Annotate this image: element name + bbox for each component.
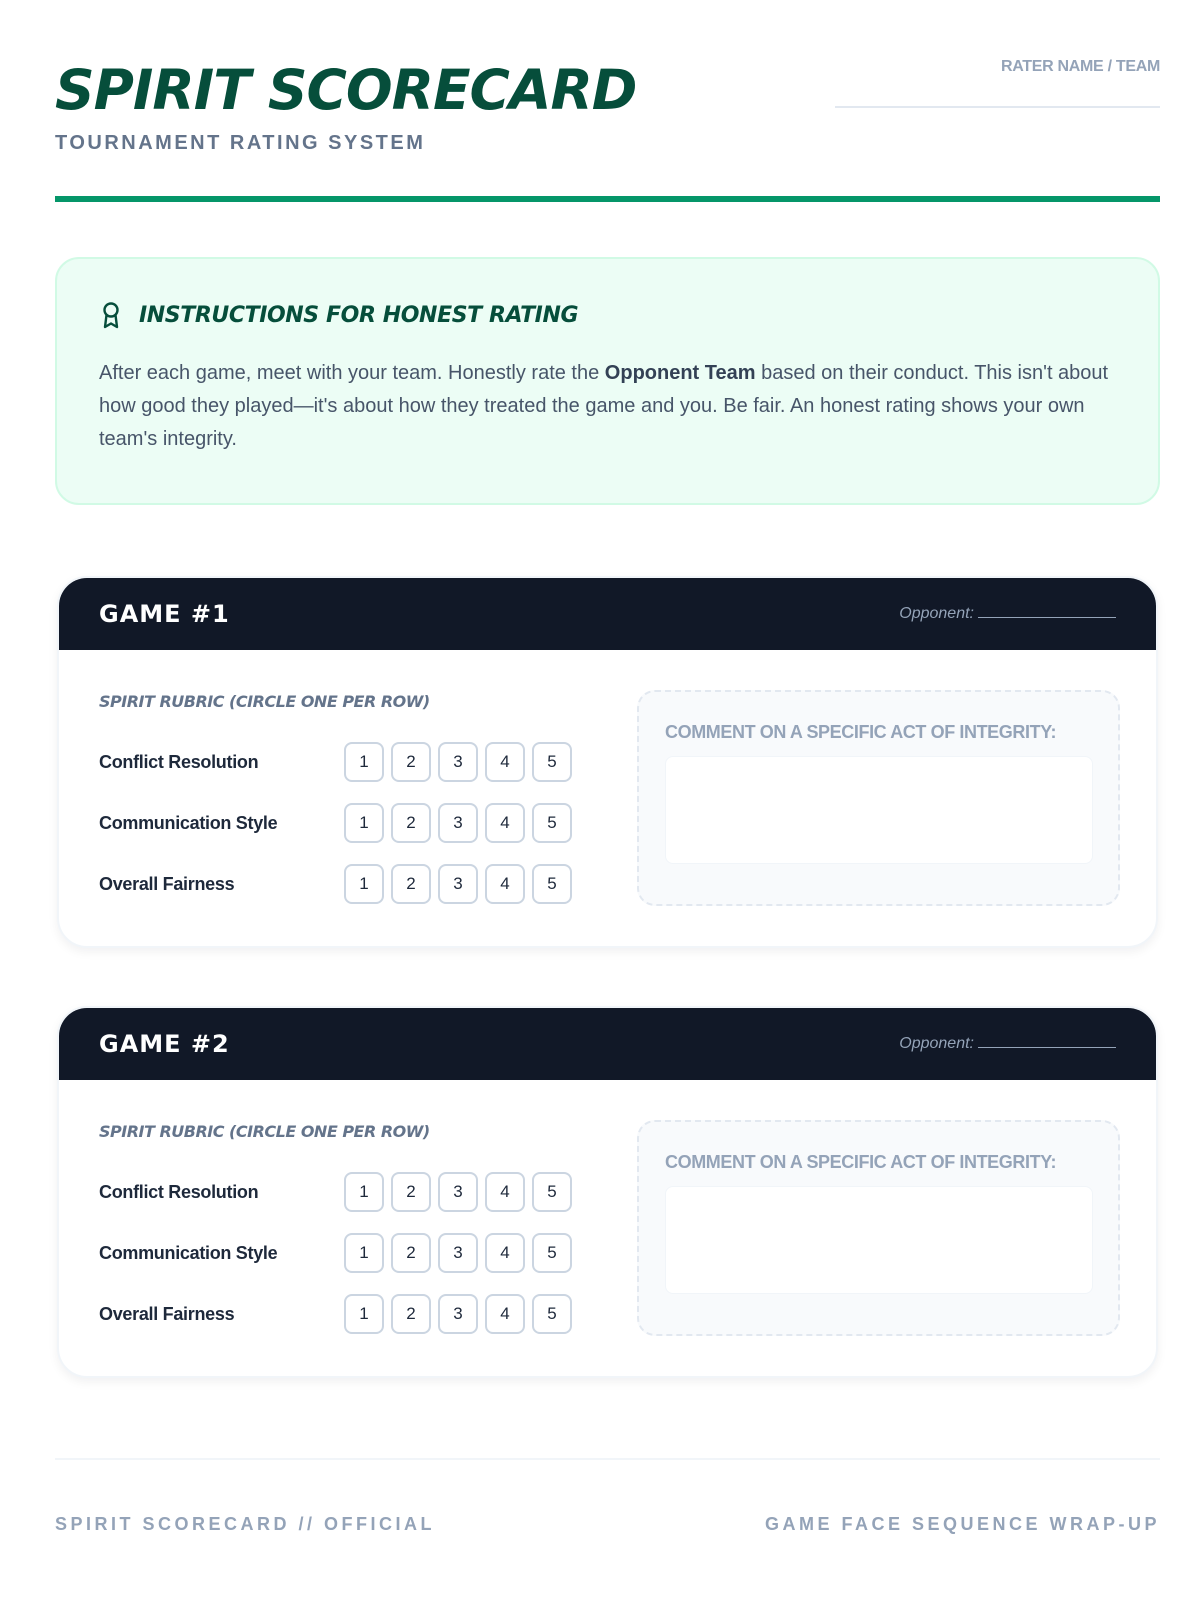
opponent-input-line[interactable] xyxy=(978,617,1116,618)
score-option[interactable]: 4 xyxy=(485,742,525,782)
score-option[interactable]: 3 xyxy=(438,742,478,782)
criterion-label: Conflict Resolution xyxy=(99,751,259,772)
footer-left-text: SPIRIT SCORECARD // OFFICIAL xyxy=(55,1514,436,1534)
game-title: GAME #2 xyxy=(99,1030,230,1058)
rater-label: RATER NAME / TEAM xyxy=(1000,58,1160,75)
rubric-row xyxy=(99,1294,579,1334)
opponent-field[interactable] xyxy=(899,1035,1116,1053)
score-option[interactable]: 5 xyxy=(532,803,572,843)
score-option[interactable]: 5 xyxy=(532,1233,572,1273)
comment-label: COMMENT ON A SPECIFIC ACT OF INTEGRITY: xyxy=(665,722,1057,742)
game-title: GAME #1 xyxy=(99,600,230,628)
score-options xyxy=(344,864,579,904)
rater-input-line[interactable] xyxy=(835,106,1160,108)
game-card xyxy=(57,576,1158,948)
game-card xyxy=(57,1006,1158,1378)
score-option[interactable]: 5 xyxy=(532,1294,572,1334)
score-option[interactable]: 1 xyxy=(344,803,384,843)
rubric-row xyxy=(99,742,579,782)
game-header xyxy=(59,1008,1156,1080)
criterion-label: Overall Fairness xyxy=(99,1303,235,1324)
score-option[interactable]: 5 xyxy=(532,864,572,904)
footer-right-text: GAME FACE SEQUENCE WRAP-UP xyxy=(764,1514,1160,1534)
page-subtitle: TOURNAMENT RATING SYSTEM xyxy=(55,132,426,154)
rubric-row xyxy=(99,864,579,904)
footer-divider xyxy=(55,1458,1160,1460)
score-option[interactable]: 4 xyxy=(485,1233,525,1273)
rubric-row xyxy=(99,1233,579,1273)
comment-label: COMMENT ON A SPECIFIC ACT OF INTEGRITY: xyxy=(665,1152,1057,1172)
score-option[interactable]: 3 xyxy=(438,864,478,904)
score-option[interactable]: 3 xyxy=(438,1172,478,1212)
score-option[interactable]: 2 xyxy=(391,1172,431,1212)
header-divider xyxy=(55,196,1160,202)
rubric-row xyxy=(99,1172,579,1212)
score-option[interactable]: 5 xyxy=(532,1172,572,1212)
opponent-label: Opponent: xyxy=(899,605,974,622)
score-option[interactable]: 4 xyxy=(485,803,525,843)
score-options xyxy=(344,803,579,843)
instructions-header xyxy=(99,297,1116,333)
score-option[interactable]: 3 xyxy=(438,1233,478,1273)
score-options xyxy=(344,1172,579,1212)
score-option[interactable]: 1 xyxy=(344,1294,384,1334)
instructions-text xyxy=(99,357,1116,456)
comment-panel xyxy=(637,690,1120,906)
award-icon xyxy=(99,300,123,330)
score-option[interactable]: 2 xyxy=(391,1233,431,1273)
instructions-panel xyxy=(55,257,1160,505)
opponent-label: Opponent: xyxy=(899,1035,974,1052)
rubric-row xyxy=(99,803,579,843)
score-options xyxy=(344,1233,579,1273)
score-option[interactable]: 2 xyxy=(391,864,431,904)
criterion-label: Communication Style xyxy=(99,812,278,833)
score-option[interactable]: 2 xyxy=(391,1294,431,1334)
spirit-rubric xyxy=(99,692,579,894)
instructions-title: INSTRUCTIONS FOR HONEST RATING xyxy=(139,302,579,328)
criterion-label: Communication Style xyxy=(99,1242,278,1263)
comment-input[interactable] xyxy=(665,756,1093,864)
score-option[interactable]: 2 xyxy=(391,742,431,782)
instructions-text-before: After each game, meet with your team. Honestly rate the xyxy=(99,362,605,384)
score-options xyxy=(344,1294,579,1334)
opponent-input-line[interactable] xyxy=(978,1047,1116,1048)
game-body xyxy=(59,1080,1156,1378)
rubric-title: SPIRIT RUBRIC (CIRCLE ONE PER ROW) xyxy=(99,692,430,711)
game-header xyxy=(59,578,1156,650)
spirit-rubric xyxy=(99,1122,579,1324)
criterion-label: Overall Fairness xyxy=(99,873,235,894)
score-option[interactable]: 3 xyxy=(438,803,478,843)
score-option[interactable]: 1 xyxy=(344,1172,384,1212)
rater-field[interactable] xyxy=(835,58,1160,108)
score-option[interactable]: 4 xyxy=(485,1294,525,1334)
opponent-field[interactable] xyxy=(899,605,1116,623)
score-option[interactable]: 4 xyxy=(485,864,525,904)
score-option[interactable]: 1 xyxy=(344,864,384,904)
score-option[interactable]: 1 xyxy=(344,1233,384,1273)
score-options xyxy=(344,742,579,782)
page-header xyxy=(55,58,1160,204)
score-option[interactable]: 2 xyxy=(391,803,431,843)
score-option[interactable]: 3 xyxy=(438,1294,478,1334)
game-body xyxy=(59,650,1156,948)
comment-panel xyxy=(637,1120,1120,1336)
score-option[interactable]: 4 xyxy=(485,1172,525,1212)
score-option[interactable]: 5 xyxy=(532,742,572,782)
instructions-text-bold: Opponent Team xyxy=(604,362,756,384)
score-option[interactable]: 1 xyxy=(344,742,384,782)
page-title: SPIRIT SCORECARD xyxy=(55,58,637,122)
criterion-label: Conflict Resolution xyxy=(99,1181,259,1202)
instructions-text-after: based on their conduct. This isn't about how good they played—it's about how they treated the game and you. Be fair. An honest rating shows your own team's integrity. xyxy=(99,362,1109,450)
comment-input[interactable] xyxy=(665,1186,1093,1294)
rubric-title: SPIRIT RUBRIC (CIRCLE ONE PER ROW) xyxy=(99,1122,430,1141)
